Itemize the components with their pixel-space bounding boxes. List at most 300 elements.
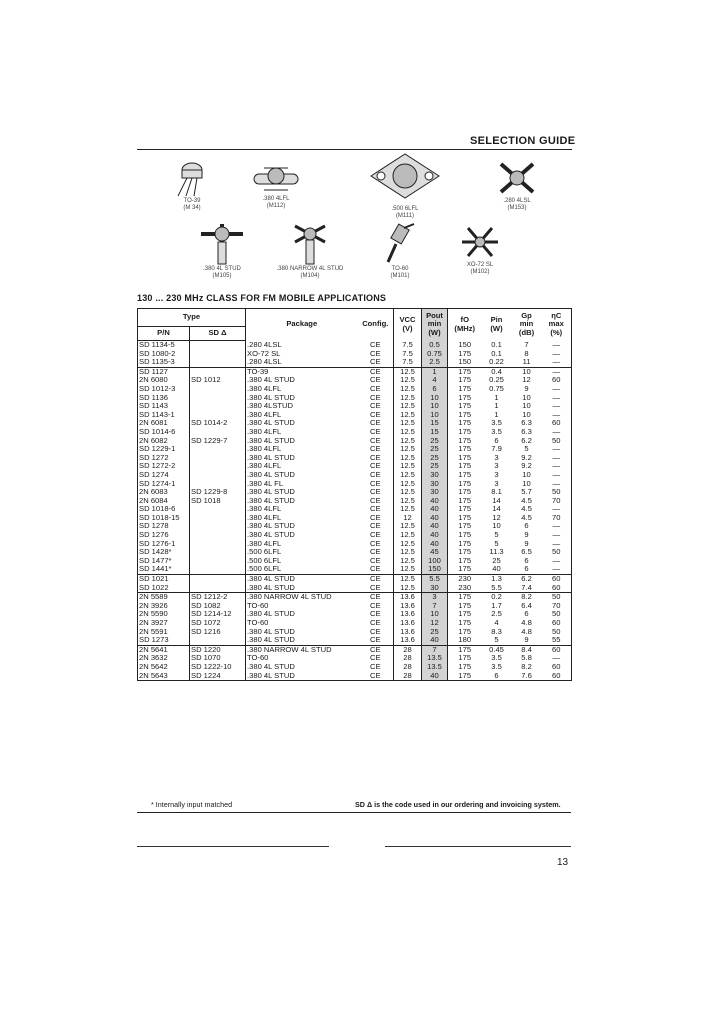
cell-gp: 10 xyxy=(522,410,531,419)
table-row xyxy=(138,385,572,394)
cell-pout: 7 xyxy=(422,645,448,654)
cell-sd xyxy=(190,350,246,359)
cell-pin: 14 xyxy=(492,496,501,505)
cell-pn: 2N 5642 xyxy=(138,663,190,672)
cell-fo: 175 xyxy=(458,410,472,419)
cell-fo: 175 xyxy=(458,453,472,462)
cell-fo: 175 xyxy=(458,393,472,402)
cell-pn: 2N 6083 xyxy=(138,488,190,497)
cell-pn: SD 1021 xyxy=(138,575,190,584)
cell-config: CE xyxy=(369,376,381,385)
table-row xyxy=(138,394,572,403)
cell-sd xyxy=(190,565,246,574)
cell-pout: 40 xyxy=(422,636,448,645)
cell-pin: 0.25 xyxy=(489,376,504,385)
cell-config: CE xyxy=(358,636,394,645)
cell-vcc: 7.5 xyxy=(394,341,422,350)
cell-pin: 3.5 xyxy=(491,427,502,436)
table-row xyxy=(138,488,572,497)
cell-config: CE xyxy=(369,548,381,557)
cell-package: TO-60 xyxy=(246,654,358,663)
package-380-4lfl: .380 4LFL (M112) xyxy=(248,160,304,210)
cell-pn: SD 1014-6 xyxy=(138,428,190,437)
cell-vcc: 12.5 xyxy=(394,488,422,497)
cell-config: CE xyxy=(369,462,381,471)
cell-gp: 10 xyxy=(522,479,531,488)
cell-pn: SD 1135-3 xyxy=(138,358,190,367)
cell-gp: 6 xyxy=(524,556,529,565)
cell-package: .380 4LSTUD xyxy=(246,402,358,411)
cell-pn: SD 1018-15 xyxy=(138,514,190,523)
table-row xyxy=(138,636,572,645)
table-row xyxy=(138,350,572,359)
cell-package: .380 4L STUD xyxy=(246,522,358,531)
cell-vcc: 12.5 xyxy=(394,376,422,385)
cell-vcc: 28 xyxy=(394,663,422,672)
cell-pout: 45 xyxy=(422,548,448,557)
cell-pout: 25 xyxy=(422,445,448,454)
cell-vcc: 12.5 xyxy=(394,394,422,403)
col-pout: Pout min (W) xyxy=(422,309,448,341)
cell-pout: 15 xyxy=(422,428,448,437)
cell-pout: 40 xyxy=(422,497,448,506)
cell-config: CE xyxy=(369,556,381,565)
cell-vcc: 13.6 xyxy=(394,619,422,628)
cell-eta: 50 xyxy=(542,437,572,446)
cell-config: CE xyxy=(369,479,381,488)
cell-pin: 4 xyxy=(494,619,499,627)
cell-package: .380 4L STUD xyxy=(246,376,358,385)
table-row xyxy=(138,497,572,506)
cell-package: .280 4LSL xyxy=(246,341,358,350)
cell-pout: 13.5 xyxy=(422,654,448,663)
flange-6l-icon xyxy=(363,148,447,206)
cell-pin: 6 xyxy=(482,672,512,681)
col-gp: Gp min (dB) xyxy=(512,309,542,341)
cell-vcc: 12.5 xyxy=(394,548,422,557)
cell-fo: 175 xyxy=(458,627,472,636)
cell-gp: 4.8 xyxy=(521,627,532,636)
cell-fo: 175 xyxy=(458,513,472,522)
cell-sd: SD 1222-10 xyxy=(190,663,246,672)
cell-vcc: 12.5 xyxy=(394,437,422,446)
cell-pin: 11.3 xyxy=(489,548,504,557)
cell-package: .380 4L STUD xyxy=(246,584,358,593)
cell-vcc: 13.6 xyxy=(394,636,422,645)
cell-fo: 175 xyxy=(458,470,472,479)
cell-package: .500 6LFL xyxy=(246,548,358,557)
cell-pn: 2N 6080 xyxy=(138,376,190,385)
cell-vcc: 12 xyxy=(394,514,422,523)
cell-config: CE xyxy=(369,384,381,393)
cell-eta: 50 xyxy=(542,628,572,637)
cell-pout: 150 xyxy=(422,565,448,574)
table-row xyxy=(138,645,572,654)
table-body xyxy=(138,341,572,681)
cell-fo: 175 xyxy=(458,402,472,411)
cell-pn: SD 1477* xyxy=(138,557,190,566)
cell-config: CE xyxy=(358,584,394,593)
cell-pin: 3 xyxy=(494,479,499,488)
cell-gp: 9 xyxy=(524,539,529,548)
cell-sd: SD 1012 xyxy=(190,376,246,385)
cell-sd: SD 1070 xyxy=(190,654,246,663)
cell-gp: 5 xyxy=(524,445,529,454)
cell-sd: SD 1072 xyxy=(190,619,246,628)
cell-gp: 9.2 xyxy=(521,462,532,471)
footnote-internal: * Internally input matched xyxy=(151,800,233,809)
cell-package: .380 4L STUD xyxy=(246,628,358,637)
cell-pn: SD 1273 xyxy=(138,636,190,645)
cell-package: .500 6LFL xyxy=(246,565,358,574)
cell-pout: 0.5 xyxy=(422,341,448,350)
cell-fo: 175 xyxy=(458,548,472,557)
page-header: SELECTION GUIDE xyxy=(470,135,576,147)
footer-rule-right xyxy=(385,846,571,847)
cell-config: CE xyxy=(369,427,381,436)
cell-sd xyxy=(190,548,246,557)
cell-config: CE xyxy=(369,654,381,663)
cell-pin: 7.9 xyxy=(491,445,502,454)
cell-config: CE xyxy=(369,402,381,411)
cell-eta: — xyxy=(542,557,572,566)
cell-eta: — xyxy=(542,454,572,463)
cell-vcc: 12.5 xyxy=(394,385,422,394)
cell-eta: — xyxy=(542,445,572,454)
col-config: Config. xyxy=(358,309,394,341)
cell-package: .380 4L FL xyxy=(246,480,358,489)
cell-eta: 60 xyxy=(542,672,572,681)
table-row xyxy=(138,428,572,437)
cell-pout: 0.75 xyxy=(422,350,448,359)
cell-vcc: 12.5 xyxy=(394,531,422,540)
cell-pout: 4 xyxy=(422,376,448,385)
cell-pn: 2N 3927 xyxy=(138,619,190,628)
cell-pin: 8.3 xyxy=(491,627,502,636)
cell-pin: 3.5 xyxy=(491,662,502,671)
cell-package: .500 6LFL xyxy=(246,557,358,566)
package-380-narrow-4l-stud: .380 NARROW 4L STUD (M104) xyxy=(270,222,350,280)
cell-package: TO-60 xyxy=(246,619,358,628)
cell-fo: 175 xyxy=(458,419,472,428)
cell-config: CE xyxy=(369,340,381,349)
cell-sd: SD 1224 xyxy=(190,672,246,681)
cell-eta: — xyxy=(542,522,572,531)
cell-pout: 40 xyxy=(422,522,448,531)
cell-fo: 175 xyxy=(458,436,472,445)
footnote-sd: SD Δ is the code used in our ordering and invoicing system. xyxy=(355,800,561,809)
cell-gp: 6 xyxy=(512,565,542,574)
cell-pin: 0.1 xyxy=(491,340,502,349)
cell-pout: 10 xyxy=(422,411,448,420)
cell-package: .380 4L STUD xyxy=(246,437,358,446)
cell-eta: 70 xyxy=(542,497,572,506)
cell-pin: 3.5 xyxy=(491,654,502,663)
col-package: Package xyxy=(246,309,358,341)
cell-fo: 175 xyxy=(448,565,482,574)
cell-pn: 2N 3926 xyxy=(138,602,190,611)
package-to39: TO-39 (M 34) xyxy=(167,158,217,212)
cell-pn: SD 1278 xyxy=(138,522,190,531)
cell-config: CE xyxy=(369,513,381,522)
cell-config: CE xyxy=(358,672,394,681)
cell-package: .380 4L STUD xyxy=(246,610,358,619)
cell-fo: 175 xyxy=(458,479,472,488)
cell-sd xyxy=(190,505,246,514)
cell-eta: — xyxy=(542,411,572,420)
cell-sd xyxy=(190,514,246,523)
package-xo72sl: XO-72 SL (M102) xyxy=(450,222,510,276)
table-row xyxy=(138,557,572,566)
cell-vcc: 12.5 xyxy=(394,505,422,514)
cell-eta: — xyxy=(542,540,572,549)
cell-vcc: 12.5 xyxy=(394,575,422,584)
table-row xyxy=(138,402,572,411)
table-row xyxy=(138,619,572,628)
cell-eta: — xyxy=(542,471,572,480)
cell-package: .380 4L STUD xyxy=(246,394,358,403)
cell-package: .380 NARROW 4L STUD xyxy=(246,645,358,654)
table-row xyxy=(138,505,572,514)
cell-vcc: 12.5 xyxy=(394,411,422,420)
table-row xyxy=(138,419,572,428)
cell-pn: SD 1134-5 xyxy=(138,341,190,350)
cell-eta: 60 xyxy=(542,663,572,672)
cell-package: .380 4L STUD xyxy=(246,454,358,463)
cell-eta: — xyxy=(542,505,572,514)
cell-gp: 7.4 xyxy=(512,584,542,593)
cell-vcc: 12.5 xyxy=(394,462,422,471)
cell-gp: 9 xyxy=(524,384,529,393)
cell-pin: 3 xyxy=(494,462,499,471)
selection-table xyxy=(137,308,571,681)
cell-gp: 9 xyxy=(524,531,529,540)
cell-fo: 175 xyxy=(458,531,472,540)
cell-fo: 150 xyxy=(458,340,472,349)
cell-package: .380 4L STUD xyxy=(246,672,358,681)
table-row xyxy=(138,565,572,574)
cell-gp: 10 xyxy=(522,470,531,479)
cell-pin: 25 xyxy=(492,556,501,565)
cell-pn: SD 1018-6 xyxy=(138,505,190,514)
cell-vcc: 12.5 xyxy=(394,445,422,454)
cell-pout: 10 xyxy=(422,610,448,619)
table-row xyxy=(138,531,572,540)
cell-pin: 6 xyxy=(494,436,499,445)
cell-gp: 6 xyxy=(524,522,529,531)
table-row xyxy=(138,376,572,385)
cell-config: CE xyxy=(369,496,381,505)
cell-package: .280 4LSL xyxy=(246,358,358,367)
cell-fo: 175 xyxy=(458,619,472,627)
cell-vcc: 12.5 xyxy=(394,367,422,376)
table-row xyxy=(138,628,572,637)
cell-vcc: 13.6 xyxy=(394,593,422,602)
cell-pin: 0.45 xyxy=(489,645,504,654)
cell-gp: 6 xyxy=(524,610,529,619)
cell-pn: 2N 5590 xyxy=(138,610,190,619)
cell-config: CE xyxy=(369,410,381,419)
cell-vcc: 12.5 xyxy=(394,454,422,463)
cell-gp: 5.7 xyxy=(521,488,532,497)
cell-pout: 12 xyxy=(422,619,448,628)
cell-sd xyxy=(190,557,246,566)
cell-eta: 60 xyxy=(542,419,572,428)
stripline-4l-icon xyxy=(495,158,539,198)
cell-fo: 175 xyxy=(458,496,472,505)
cell-pout: 6 xyxy=(422,385,448,394)
cell-eta: 50 xyxy=(542,610,572,619)
cell-package: .380 4LFL xyxy=(246,462,358,471)
cell-config: CE xyxy=(369,531,381,540)
table-row xyxy=(138,548,572,557)
cell-pn: SD 1272-2 xyxy=(138,462,190,471)
cell-pin: 10 xyxy=(492,522,501,531)
cell-pin: 3 xyxy=(494,470,499,479)
cell-gp: 8 xyxy=(524,349,529,358)
cell-sd xyxy=(190,358,246,367)
cell-eta: — xyxy=(542,394,572,403)
cell-pin: 5 xyxy=(482,636,512,645)
package-500-6lfl: .500 6LFL (M111) xyxy=(360,148,450,220)
cell-sd: SD 1229-8 xyxy=(190,488,246,497)
col-sd: SD Δ xyxy=(190,327,246,341)
cell-pin: 40 xyxy=(482,565,512,574)
cell-fo: 175 xyxy=(458,505,472,514)
cell-sd xyxy=(190,480,246,489)
cell-gp: 9 xyxy=(512,636,542,645)
cell-vcc: 12.5 xyxy=(394,522,422,531)
cell-gp: 4.5 xyxy=(521,505,532,514)
cell-gp: 6.3 xyxy=(521,419,532,428)
cell-fo: 175 xyxy=(458,384,472,393)
cell-gp: 10 xyxy=(522,367,531,376)
narrow-stud-icon xyxy=(285,222,335,266)
table-row xyxy=(138,462,572,471)
cell-sd: SD 1220 xyxy=(190,645,246,654)
cell-pn: SD 1274-1 xyxy=(138,480,190,489)
cell-pout: 13.5 xyxy=(422,663,448,672)
cell-sd xyxy=(190,531,246,540)
cell-pout: 40 xyxy=(422,514,448,523)
cell-package: .380 4L STUD xyxy=(246,419,358,428)
cell-package: .380 4L STUD xyxy=(246,636,358,645)
cell-pout: 7 xyxy=(422,602,448,611)
cell-pin: 1 xyxy=(494,402,499,411)
cell-package: .380 4LFL xyxy=(246,385,358,394)
table-row xyxy=(138,602,572,611)
cell-pout: 2.5 xyxy=(422,358,448,367)
cell-pn: SD 1022 xyxy=(138,584,190,593)
cell-vcc: 12.5 xyxy=(394,471,422,480)
cell-vcc: 12.5 xyxy=(394,565,422,574)
cell-vcc: 12.5 xyxy=(394,497,422,506)
cell-package: .380 4LFL xyxy=(246,428,358,437)
cell-eta: 60 xyxy=(542,376,572,385)
cell-vcc: 12.5 xyxy=(394,557,422,566)
cell-pin: 12 xyxy=(492,513,501,522)
cell-pn: SD 1272 xyxy=(138,454,190,463)
cell-gp: 8.2 xyxy=(521,592,532,602)
cell-eta: — xyxy=(542,350,572,359)
cell-config: CE xyxy=(369,453,381,462)
cell-fo: 175 xyxy=(458,601,472,610)
cell-pin: 0.75 xyxy=(489,384,504,393)
cell-pout: 100 xyxy=(422,557,448,566)
footnote-rule xyxy=(137,812,571,813)
cell-pn: SD 1080-2 xyxy=(138,350,190,359)
flange-4l-icon xyxy=(250,160,302,196)
cell-sd xyxy=(190,445,246,454)
xo72-icon xyxy=(458,222,502,262)
cell-gp: 8.4 xyxy=(521,645,532,654)
footer-rule-left xyxy=(137,846,329,847)
table-row xyxy=(138,522,572,531)
cell-pn: 2N 5591 xyxy=(138,628,190,637)
cell-gp: 4.5 xyxy=(521,513,532,522)
cell-config: CE xyxy=(369,436,381,445)
cell-pn: SD 1428* xyxy=(138,548,190,557)
cell-config: CE xyxy=(369,627,381,636)
to39-icon xyxy=(172,158,212,198)
cell-pin: 5 xyxy=(494,539,499,548)
cell-fo: 175 xyxy=(458,556,472,565)
cell-pout: 40 xyxy=(422,531,448,540)
cell-config: CE xyxy=(369,419,381,428)
cell-vcc: 12.5 xyxy=(394,584,422,593)
cell-pn: SD 1229-1 xyxy=(138,445,190,454)
cell-fo: 175 xyxy=(458,522,472,531)
cell-package: XO-72 SL xyxy=(246,350,358,359)
cell-sd xyxy=(190,471,246,480)
col-eta: ηC max (%) xyxy=(542,309,572,341)
table-row xyxy=(138,445,572,454)
cell-gp: 6.2 xyxy=(521,436,532,445)
cell-config: CE xyxy=(369,645,381,654)
cell-sd xyxy=(190,385,246,394)
cell-eta: — xyxy=(542,367,572,376)
cell-eta: 60 xyxy=(542,645,572,654)
cell-fo: 175 xyxy=(458,539,472,548)
cell-pn: 2N 6084 xyxy=(138,497,190,506)
cell-package: .380 4LFL xyxy=(246,514,358,523)
cell-vcc: 7.5 xyxy=(394,350,422,359)
cell-pout: 25 xyxy=(422,437,448,446)
cell-sd xyxy=(190,540,246,549)
cell-config: CE xyxy=(369,522,381,531)
package-380-4l-stud: .380 4L STUD (M105) xyxy=(192,222,252,280)
cell-pn: 2N 6082 xyxy=(138,437,190,446)
cell-fo: 175 xyxy=(458,367,472,376)
cell-vcc: 13.6 xyxy=(394,610,422,619)
col-pin: Pin (W) xyxy=(482,309,512,341)
table-row xyxy=(138,367,572,376)
cell-sd xyxy=(190,402,246,411)
cell-package: .380 4L STUD xyxy=(246,663,358,672)
cell-pout: 3 xyxy=(422,593,448,602)
cell-pout: 30 xyxy=(422,471,448,480)
cell-fo: 175 xyxy=(458,488,472,497)
cell-gp: 6.5 xyxy=(521,548,532,557)
cell-pin: 5.5 xyxy=(482,584,512,593)
cell-pout: 25 xyxy=(422,454,448,463)
cell-pin: 0.1 xyxy=(491,349,502,358)
cell-package: .380 4LFL xyxy=(246,445,358,454)
col-vcc: VCC (V) xyxy=(394,309,422,341)
cell-gp: 7.6 xyxy=(512,672,542,681)
package-to60: TO-60 (M101) xyxy=(375,222,425,280)
cell-pn: SD 1276 xyxy=(138,531,190,540)
